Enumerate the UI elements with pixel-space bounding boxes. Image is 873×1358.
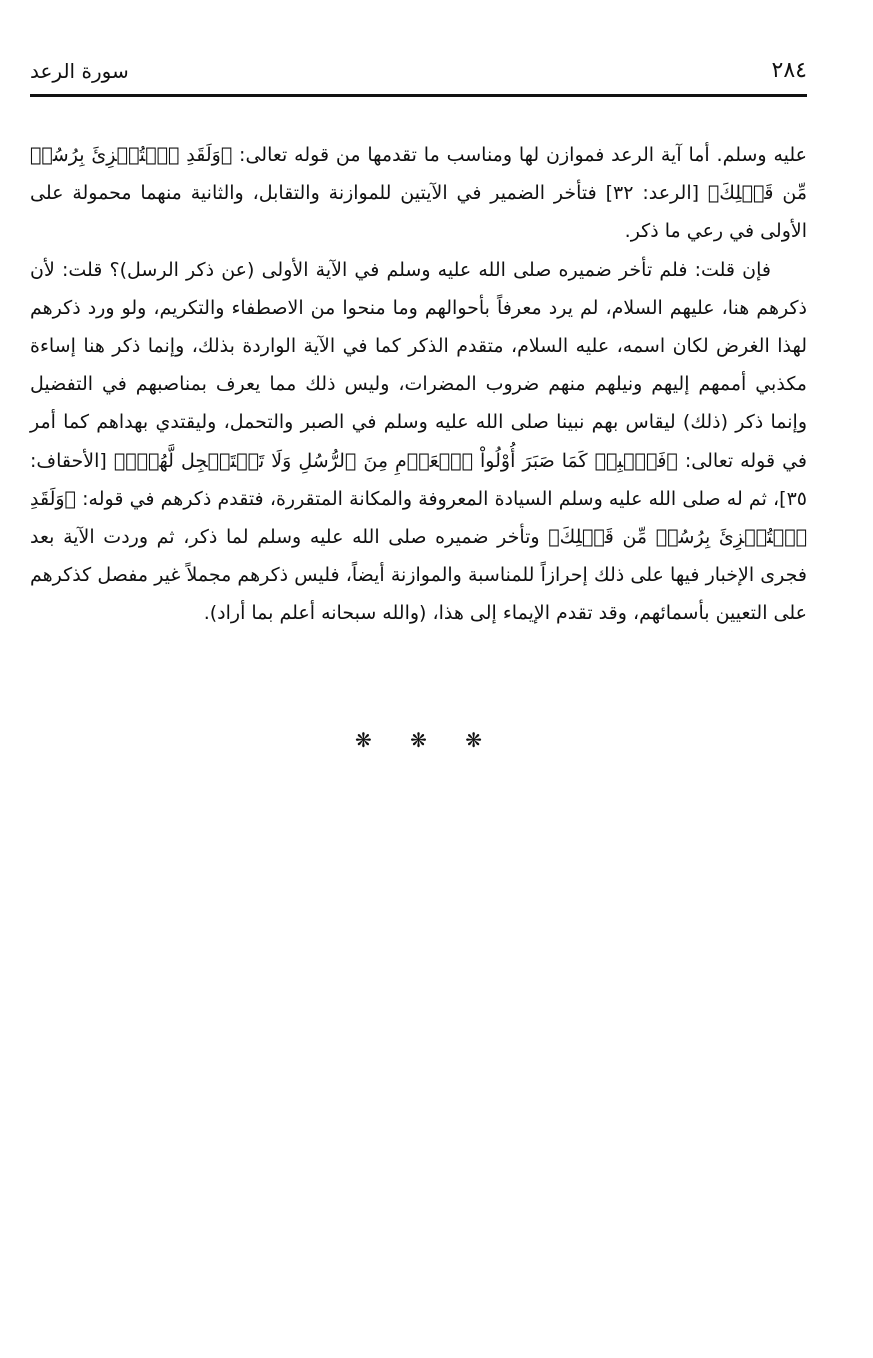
- separator-star-1: ❋: [354, 728, 372, 752]
- paragraph-1-text-a: عليه وسلم. أما آية الرعد فموازن لها ومناسب ما تقدمها من قوله تعالى:: [232, 144, 807, 166]
- paragraph-1: [30, 136, 807, 251]
- section-separator: [0, 728, 837, 752]
- quran-verse-2: ﴿فَٱصۡبِرۡ كَمَا صَبَرَ أُوْلُواْ ٱلۡعَزۡمِ مِنَ ٱلرُّسُلِ وَلَا تَسۡتَعۡجِل لَّهُمۡۚ﴾: [113, 449, 678, 472]
- page-header: [30, 56, 807, 88]
- separator-star-2: ❋: [410, 728, 427, 752]
- header-rule: [30, 94, 807, 97]
- running-title: سورة الرعد: [30, 59, 129, 83]
- page-number: ٢٨٤: [771, 58, 807, 83]
- paragraph-2-text-a: فإن قلت: فلم تأخر ضميره صلى الله عليه وسلم في الآية الأولى (عن ذكر الرسل)؟ قلت: لأن ذكرهم هنا، عليهم السلام، لم يرد معرفاً بأحوالهم وما منحوا من الاصطفاء والتكريم، ولو ورد ذكرهم لهذا الغرض لكان اسمه، عليه السلام، متقدم الذكر كما في الآية الواردة بذلك، وإنما ذكر هنا إساءة مكذبي أممهم إليهم ونيلهم منهم ضروب المضرات، وليس ذلك مما يعرف بمناصبهم في التفضيل وإنما ذكر (ذلك) ليقاس بهم نبينا صلى الله عليه وسلم في الصبر والتحمل، وليقتدي بهداهم كما أمر في قوله تعالى:: [30, 258, 807, 472]
- quran-verse-3: ﴿وَلَقَدِ ٱسۡتُهۡزِئَ بِرُسُلٖ مِّن قَبۡلِكَ﴾: [30, 487, 807, 549]
- paragraph-1-text-b: [الرعد: ٣٢] فتأخر الضمير في الآيتين للموازنة والتقابل، والثانية منهما محمولة على الأولى في رعي ما ذكر.: [30, 182, 807, 243]
- paragraph-2-text-c: وتأخر ضميره صلى الله عليه وسلم لما ذكر، ثم وردت الآية بعد فجرى الإخبار فيها على ذلك إحرازاً للمناسبة والموازنة أيضاً، فليس ذكرهم مجملاً غير مفصل كذكرهم على التعيين بأسمائهم، وقد تقدم الإيماء إلى هذا، (والله سبحانه أعلم بما أراد).: [30, 526, 807, 625]
- paragraph-2: [30, 251, 807, 633]
- quran-verse-1: ﴿وَلَقَدِ ٱسۡتُهۡزِئَ بِرُسُلٖ مِّن قَبۡلِكَ﴾: [30, 144, 807, 205]
- paragraph-2-text-b: [الأحقاف: ٣٥]، ثم له صلى الله عليه وسلم السيادة المعروفة والمكانة المتقررة، فتقدم ذكرهم في قوله:: [30, 449, 807, 510]
- page-body: [30, 136, 807, 633]
- separator-star-3: ❋: [465, 728, 482, 752]
